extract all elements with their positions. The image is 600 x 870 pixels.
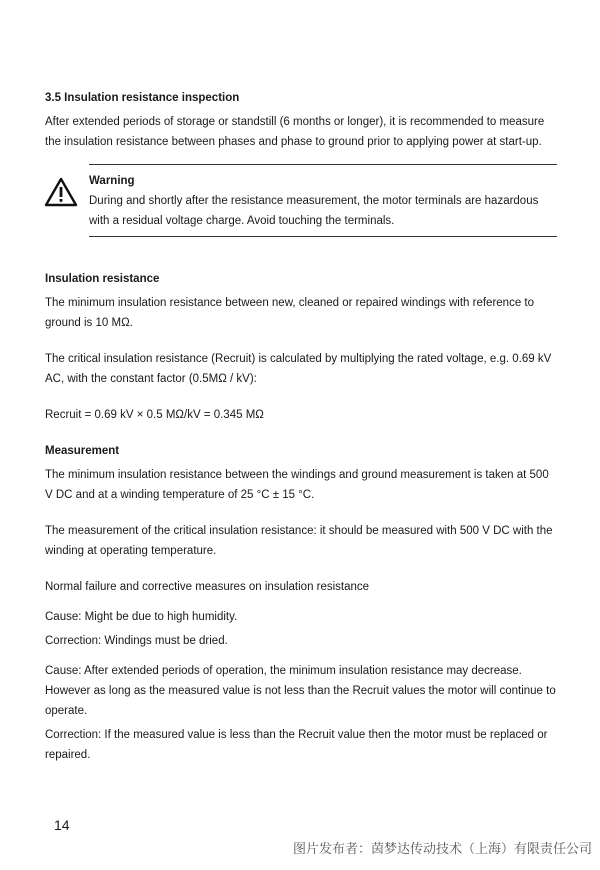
insulation-resistance-paragraph-2: The critical insulation resistance (Recruit) is calculated by multiplying the rated voltage, e.g. 0.69 kV AC, with the constant factor (0.5MΩ / kV): <box>45 353 552 385</box>
failures-title: Normal failure and corrective measures on insulation resistance <box>45 581 370 593</box>
page-number: 14 <box>54 817 70 833</box>
measurement-heading: Measurement <box>45 445 120 457</box>
section-heading: 3.5 Insulation resistance inspection <box>45 92 240 104</box>
measurement-paragraph-2: The measurement of the critical insulation resistance: it should be measured with 500 V DC with the winding at operating temperature. <box>45 525 553 557</box>
insulation-resistance-paragraph-1: The minimum insulation resistance between new, cleaned or repaired windings with reference to ground is 10 MΩ. <box>45 297 535 329</box>
warning-text: During and shortly after the resistance measurement, the motor terminals are hazardous with a residual voltage charge. Avoid touching the terminals. <box>89 195 539 227</box>
recruit-formula: Recruit = 0.69 kV × 0.5 MΩ/kV = 0.345 MΩ <box>45 409 264 421</box>
cause-1: Cause: Might be due to high humidity. <box>45 611 238 623</box>
insulation-resistance-heading: Insulation resistance <box>45 273 160 285</box>
section-intro: After extended periods of storage or standstill (6 months or longer), it is recommended to measure the insulation resistance between phases and phase to ground prior to applying power at start-up. <box>45 116 545 148</box>
publisher-credit: 图片发布者：茵梦达传动技术（上海）有限责任公司 <box>292 842 592 857</box>
document-page <box>45 88 557 765</box>
warning-triangle-icon <box>44 177 78 207</box>
correction-1: Correction: Windings must be dried. <box>45 635 228 647</box>
correction-2: Correction: If the measured value is less than the Recruit value then the motor must be replaced or repaired. <box>45 729 548 761</box>
warning-box <box>89 164 557 237</box>
cause-2: Cause: After extended periods of operation, the minimum insulation resistance may decrease. However as long as the measured value is not less than the Recruit values the motor will continue to operate. <box>45 665 556 717</box>
measurement-paragraph-1: The minimum insulation resistance between the windings and ground measurement is taken at 500 V DC and at a winding temperature of 25 °C ± 15 °C. <box>45 469 549 501</box>
warning-title: Warning <box>89 175 135 187</box>
